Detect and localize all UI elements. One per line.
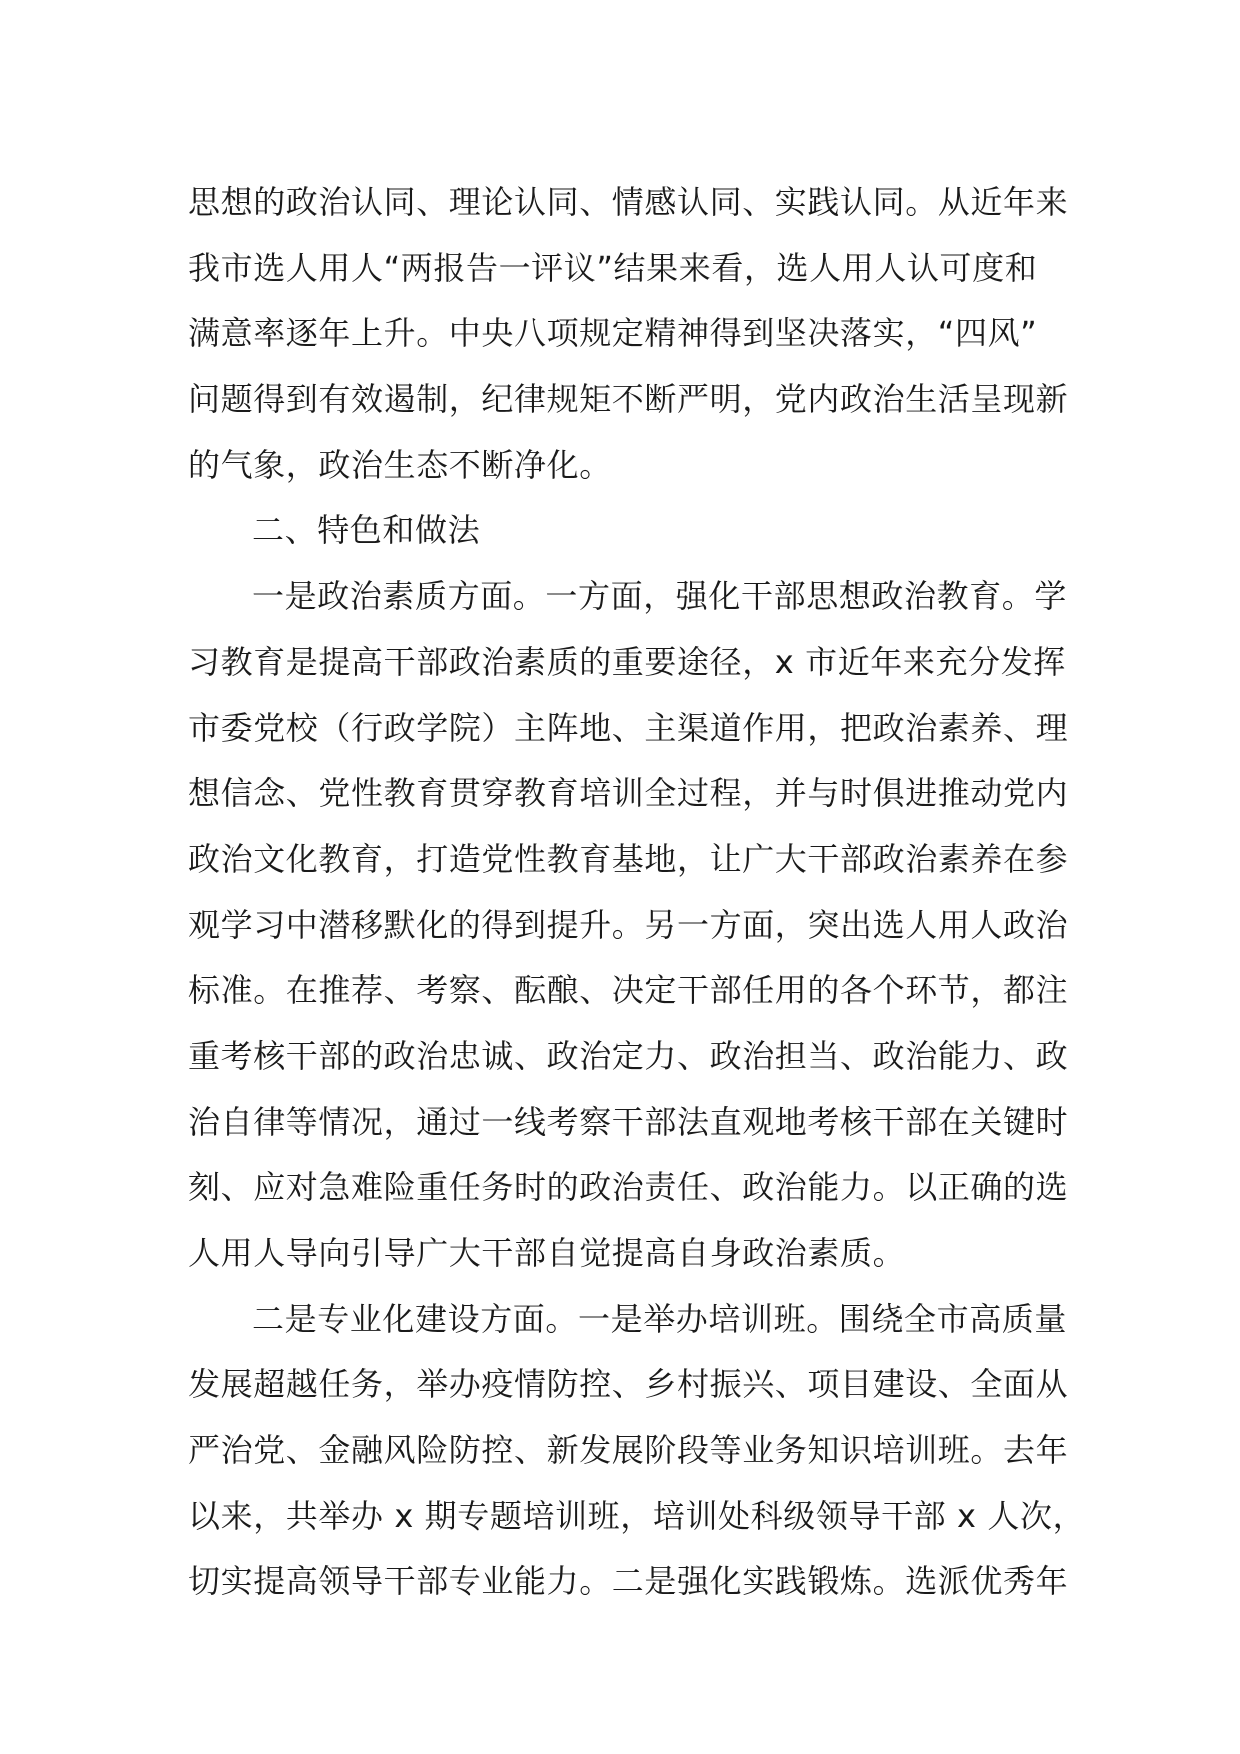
text-line: 切实提高领导干部专业能力。二是强化实践锻炼。选派优秀年 [188, 1562, 1069, 1601]
paragraph-start-line: 一是政治素质方面。一方面，强化干部思想政治教育。学 [252, 577, 1068, 616]
text-line: 重考核干部的政治忠诚、政治定力、政治担当、政治能力、政 [188, 1036, 1069, 1075]
text-line: 想信念、党性教育贯穿教育培训全过程，并与时俱进推动党内 [188, 774, 1069, 813]
text-line: 标准。在推荐、考察、酝酿、决定干部任用的各个环节，都注 [188, 971, 1069, 1010]
text-line: 以来，共举办 x 期专题培训班，培训处科级领导干部 x 人次， [188, 1496, 1086, 1535]
text-line: 人用人导向引导广大干部自觉提高自身政治素质。 [188, 1234, 906, 1272]
paragraph-start-line: 二、特色和做法 [252, 511, 481, 550]
text-line: 满意率逐年上升。中央八项规定精神得到坚决落实，“四风” [188, 314, 1038, 353]
text-line: 严治党、金融风险防控、新发展阶段等业务知识培训班。去年 [188, 1431, 1069, 1470]
document-body [188, 170, 1086, 1615]
text-line: 的气象，政治生态不断净化。 [188, 445, 612, 484]
text-line: 市委党校（行政学院）主阵地、主渠道作用，把政治素养、理 [188, 708, 1069, 747]
text-line: 治自律等情况，通过一线考察干部法直观地考核干部在关键时 [188, 1102, 1069, 1141]
text-line: 刻、应对急难险重任务时的政治责任、政治能力。以正确的选 [188, 1168, 1069, 1207]
text-line: 问题得到有效遏制，纪律规矩不断严明，党内政治生活呈现新 [188, 380, 1069, 419]
paragraph-start-line: 二是专业化建设方面。一是举办培训班。围绕全市高质量 [252, 1299, 1068, 1338]
text-line: 我市选人用人“两报告一评议”结果来看，选人用人认可度和 [188, 248, 1038, 287]
text-line: 习教育是提高干部政治素质的重要途径，x 市近年来充分发挥 [188, 642, 1066, 681]
text-line: 发展超越任务，举办疫情防控、乡村振兴、项目建设、全面从 [188, 1365, 1069, 1404]
text-line: 思想的政治认同、理论认同、情感认同、实践认同。从近年来 [188, 183, 1069, 221]
text-line: 政治文化教育，打造党性教育基地，让广大干部政治素养在参 [188, 839, 1069, 878]
text-line: 观学习中潜移默化的得到提升。另一方面，突出选人用人政治 [188, 905, 1069, 944]
